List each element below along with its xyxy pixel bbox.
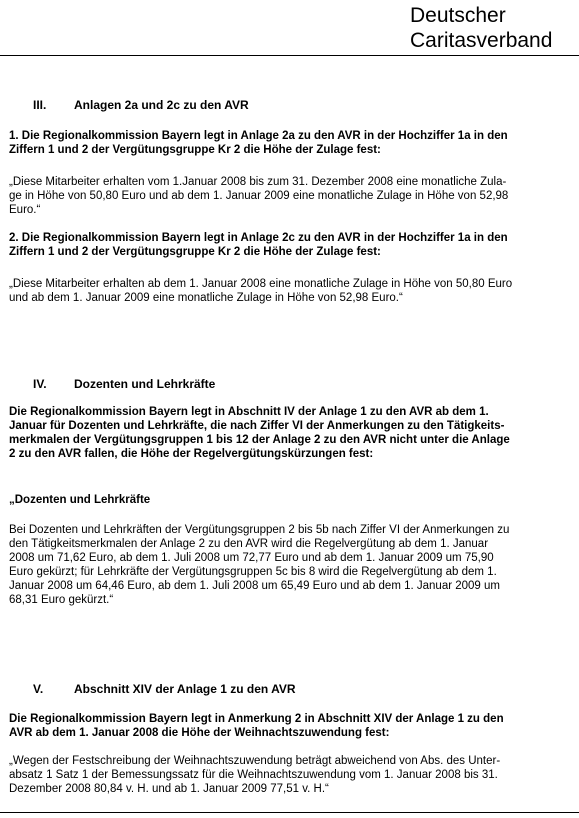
section-3-heading	[0, 98, 560, 112]
section-4-quote-line: Bei Dozenten und Lehrkräften der Vergütungsgruppen 2 bis 5b nach Ziffer VI der Anmerkungen zu	[9, 524, 510, 536]
header-divider	[0, 55, 579, 56]
section-4-quote	[9, 523, 569, 607]
section-4-quote-line: Euro gekürzt; für Lehrkräfte der Vergütungsgruppen 5c bis 8 wird die Regelvergütung ab dem 1.	[9, 566, 497, 578]
section-3-item-2-quote-line: und ab dem 1. Januar 2009 eine monatliche Zulage in Höhe von 52,98 Euro.“	[9, 292, 403, 304]
section-3-item-1-line: 1. Die Regionalkommission Bayern legt in Anlage 2a zu den AVR in der Hochziffer 1a in den	[9, 130, 508, 142]
section-5-title: Abschnitt XIV der Anlage 1 zu den AVR	[74, 682, 296, 696]
section-4-quote-line: den Tätigkeitsmerkmalen der Anlage 2 zu den AVR wird die Regelvergütung ab dem 1. Januar	[9, 538, 489, 550]
footer-divider	[0, 812, 579, 813]
section-4-intro-line: merkmalen der Vergütungsgruppen 1 bis 12 der Anlage 2 zu den AVR nicht unter die Anlage	[9, 434, 510, 446]
section-4-quote-line: 68,31 Euro gekürzt.“	[9, 594, 114, 606]
section-5-quote-line: „Wegen der Festschreibung der Weihnachtszuwendung beträgt abweichend von Abs. des Unter-	[9, 755, 501, 767]
section-5-quote-line: Dezember 2008 80,84 v. H. und ab 1. Januar 2009 77,51 v. H.“	[9, 783, 329, 795]
section-3-item-1-quote	[9, 175, 569, 217]
section-3-item-1	[9, 129, 569, 157]
section-3-item-1-quote-line: ge in Höhe von 50,80 Euro und ab dem 1. Januar 2009 eine monatliche Zulage in Höhe von 52,98	[9, 190, 509, 202]
section-3-item-1-quote-line: Euro.“	[9, 204, 41, 216]
section-5-intro-line: AVR ab dem 1. Januar 2008 die Höhe der Weihnachtszuwendung fest:	[9, 727, 390, 739]
section-4-heading	[0, 377, 560, 391]
section-3-number: III.	[33, 98, 47, 112]
section-4-intro	[9, 405, 569, 461]
section-5-intro	[9, 712, 569, 740]
section-4-quote-line: Januar 2008 um 64,46 Euro, ab dem 1. Juli 2008 um 65,49 Euro und ab dem 1. Januar 2009 um	[9, 580, 500, 592]
section-4-number: IV.	[33, 377, 47, 391]
section-5-intro-line: Die Regionalkommission Bayern legt in Anmerkung 2 in Abschnitt XIV der Anlage 1 zu den	[9, 713, 504, 725]
section-3-item-2-line: 2. Die Regionalkommission Bayern legt in Anlage 2c zu den AVR in der Hochziffer 1a in den	[9, 232, 508, 244]
organization-name-line-1: Deutscher	[410, 4, 506, 27]
organization-name-line-2: Caritasverband	[410, 29, 553, 52]
section-3-item-2-quote	[9, 277, 569, 305]
section-4-intro-line: Januar für Dozenten und Lehrkräfte, die nach Ziffer VI der Anmerkungen zu den Tätigkeits-	[9, 420, 505, 432]
organization-name	[410, 3, 552, 53]
section-4-title: Dozenten und Lehrkräfte	[74, 377, 216, 391]
section-4-intro-line: 2 zu den AVR fallen, die Höhe der Regelvergütungskürzungen fest:	[9, 448, 374, 460]
section-5-heading	[0, 682, 560, 696]
section-4-quote-line: 2008 um 71,62 Euro, ab dem 1. Juli 2008 um 72,77 Euro und ab dem 1. Januar 2009 um 75,90	[9, 552, 494, 564]
section-3-item-2	[9, 231, 569, 259]
section-4-quote-heading: „Dozenten und Lehrkräfte	[9, 494, 151, 506]
section-5-quote	[9, 754, 569, 796]
section-5-number: V.	[33, 682, 44, 696]
section-3-item-1-quote-line: „Diese Mitarbeiter erhalten vom 1.Januar 2008 bis zum 31. Dezember 2008 eine monatliche Zula-	[9, 176, 507, 188]
section-3-item-2-quote-line: „Diese Mitarbeiter erhalten ab dem 1. Januar 2008 eine monatliche Zulage in Höhe von 50,80 Euro	[9, 278, 513, 290]
section-3-item-2-line: Ziffern 1 und 2 der Vergütungsgruppe Kr 2 die Höhe der Zulage fest:	[9, 246, 381, 258]
section-3-item-1-line: Ziffern 1 und 2 der Vergütungsgruppe Kr 2 die Höhe der Zulage fest:	[9, 144, 381, 156]
section-4-intro-line: Die Regionalkommission Bayern legt in Abschnitt IV der Anlage 1 zu den AVR ab dem 1.	[9, 406, 489, 418]
section-5-quote-line: absatz 1 Satz 1 der Bemessungssatz für die Weihnachtszuwendung vom 1. Januar 2008 bis 31.	[9, 769, 498, 781]
section-3-title: Anlagen 2a und 2c zu den AVR	[74, 98, 249, 112]
